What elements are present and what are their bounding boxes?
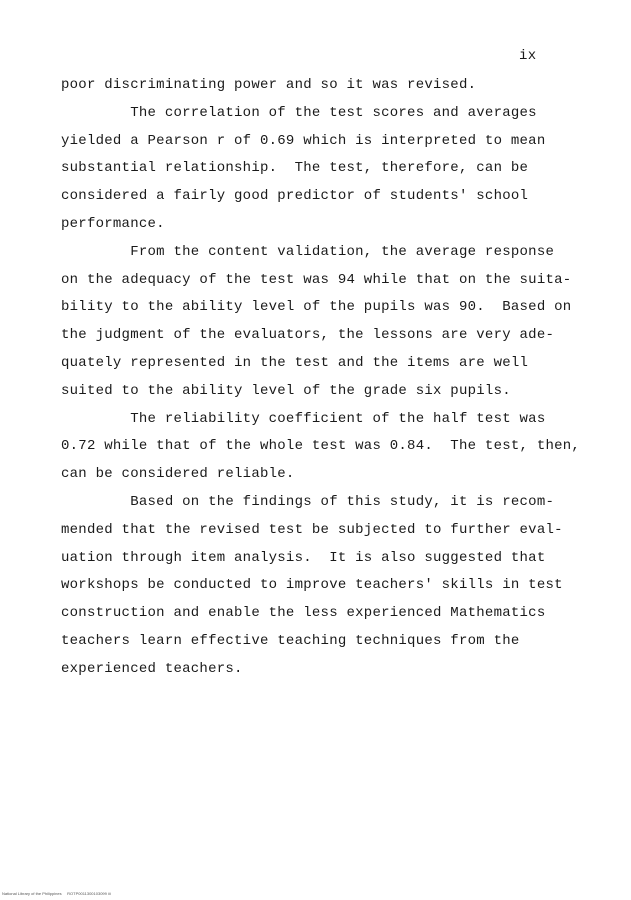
text-line: the judgment of the evaluators, the lessons are very ade- [61, 327, 555, 344]
text-line: mended that the revised test be subjected to further eval- [61, 521, 563, 538]
text-line: workshops be conducted to improve teachers' skills in test [61, 577, 563, 594]
text-line: can be considered reliable. [61, 466, 295, 483]
text-line: experienced teachers. [61, 660, 243, 677]
text-line: 0.72 while that of the whole test was 0.84. The test, then, [61, 438, 581, 455]
text-line: teachers learn effective teaching techniques from the [61, 632, 520, 649]
text-line: The reliability coefficient of the half test was [61, 410, 546, 427]
text-line: poor discriminating power and so it was revised. [61, 77, 477, 93]
text-line: yielded a Pearson r of 0.69 which is interpreted to mean [61, 132, 546, 149]
text-line: quately represented in the test and the items are well [61, 354, 529, 371]
text-line: uation through item analysis. It is also suggested that [61, 549, 546, 566]
text-line: From the content validation, the average response [61, 243, 555, 260]
text-line: The correlation of the test scores and averages [61, 104, 537, 121]
body-text [61, 72, 581, 684]
text-line: construction and enable the less experienced Mathematics [61, 605, 546, 622]
text-line: considered a fairly good predictor of students' school [61, 188, 529, 205]
text-line: Based on the findings of this study, it is recom- [61, 493, 555, 510]
text-line: bility to the ability level of the pupils was 90. Based on [61, 299, 572, 316]
text-line: on the adequacy of the test was 94 while that on the suita- [61, 271, 572, 288]
footer-scan-label: National Library of the Philippines ROTP0011300103099 iii [2, 891, 111, 896]
text-line: performance. [61, 215, 165, 232]
page-number: ix [519, 48, 537, 64]
text-line: suited to the ability level of the grade six pupils. [61, 382, 511, 399]
text-line: substantial relationship. The test, therefore, can be [61, 160, 529, 177]
